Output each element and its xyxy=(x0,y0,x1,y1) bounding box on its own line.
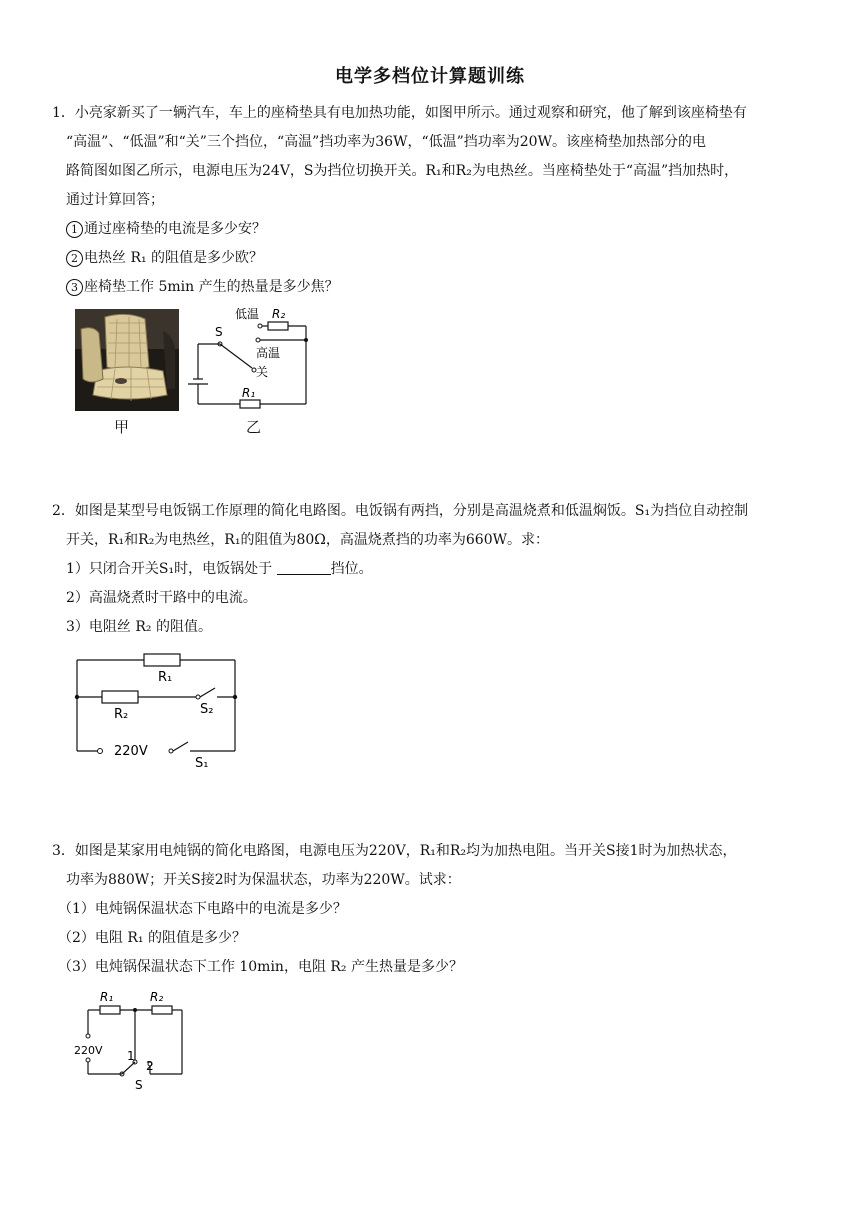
seat-cushion-photo xyxy=(75,309,179,411)
question-1-line-3: 路简图如图乙所示，电源电压为24V，S为挡位切换开关。R₁和R₂为电热丝。当座椅垫处于“高温”挡加热时， xyxy=(66,163,739,179)
question-1-line-2: “高温”、“低温”和“关”三个挡位，“高温”挡功率为36W，“低温”挡功率为20W。该座椅垫加热部分的电 xyxy=(66,134,706,150)
question-1-sub-3: 3 座椅垫工作 5min 产生的热量是多少焦？ xyxy=(52,273,822,302)
figure-yi-label: 乙 xyxy=(246,418,262,436)
question-2-sub-2: 2）高温烧煮时干路中的电流。 xyxy=(66,590,257,606)
circled-number: 3 xyxy=(66,279,83,296)
question-2-sub-1: 1）只闭合开关S₁时，电饭锅处于 挡位。 xyxy=(52,555,822,584)
contact-2-label: 2 xyxy=(146,1059,154,1073)
r1-label: R₁ xyxy=(158,670,173,685)
voltage-label: 220V xyxy=(74,1044,103,1057)
question-2-sub-3: 3）电阻丝 R₂ 的阻值。 xyxy=(66,619,212,635)
question-3 xyxy=(52,837,822,982)
stew-pot-circuit xyxy=(72,988,190,1092)
contact-1-label: 1 xyxy=(127,1049,135,1063)
s1-label: S₁ xyxy=(195,756,209,770)
r2-label: R₂ xyxy=(114,707,129,722)
low-temp-label: 低温 xyxy=(235,307,260,321)
s2-label: S₂ xyxy=(200,702,214,717)
question-2-number: 2． xyxy=(52,503,75,519)
question-3-line-1: 3．如图是某家用电炖锅的简化电路图，电源电压为220V，R₁和R₂均为加热电阻。当开关S接1时为加热状态， xyxy=(52,843,737,859)
off-label: 关 xyxy=(256,365,269,379)
r1-label: R₁ xyxy=(100,990,114,1004)
question-3-sub-1: （1）电炖锅保温状态下电路中的电流是多少？ xyxy=(58,901,347,917)
question-1-line-4: 通过计算回答； xyxy=(66,192,164,208)
seat-heater-circuit xyxy=(180,304,315,409)
switch-s-label: S xyxy=(135,1078,143,1092)
question-3-sub-3: （3）电炖锅保温状态下工作 10min，电阻 R₂ 产生热量是多少？ xyxy=(58,959,463,975)
answer-blank[interactable] xyxy=(277,558,331,575)
question-1-line-1: 1．小亮家新买了一辆汽车，车上的座椅垫具有电加热功能，如图甲所示。通过观察和研究，他了解到该座椅垫有 xyxy=(52,105,747,121)
question-2-line-1: 2．如图是某型号电饭锅工作原理的简化电路图。电饭锅有两挡，分别是高温烧煮和低温焖饭。S₁为挡位自动控制 xyxy=(52,503,749,519)
r2-label: R₂ xyxy=(272,307,286,321)
question-2 xyxy=(52,497,822,642)
question-2-line-2: 开关，R₁和R₂为电热丝，R₁的阻值为80Ω，高温烧煮挡的功率为660W。求： xyxy=(66,532,549,548)
high-temp-label: 高温 xyxy=(256,346,281,360)
question-1 xyxy=(52,99,822,302)
question-1-sub-2: 2 电热丝 R₁ 的阻值是多少欧？ xyxy=(52,244,822,273)
figure-jia-label: 甲 xyxy=(114,418,130,436)
circled-number: 2 xyxy=(66,250,83,267)
voltage-label: 220V xyxy=(114,744,148,759)
question-1-number: 1． xyxy=(52,105,75,121)
r2-label: R₂ xyxy=(150,990,164,1004)
question-1-sub-1: 1 通过座椅垫的电流是多少安？ xyxy=(52,215,822,244)
page-title: 电学多档位计算题训练 xyxy=(335,66,525,87)
question-3-number: 3． xyxy=(52,843,75,859)
question-3-line-2: 功率为880W；开关S接2时为保温状态，功率为220W。试求： xyxy=(66,872,461,888)
rice-cooker-circuit xyxy=(70,648,245,770)
circled-number: 1 xyxy=(66,221,83,238)
switch-s-label: S xyxy=(215,325,223,339)
question-3-sub-2: （2）电阻 R₁ 的阻值是多少？ xyxy=(58,930,246,946)
r1-label: R₁ xyxy=(242,386,256,400)
